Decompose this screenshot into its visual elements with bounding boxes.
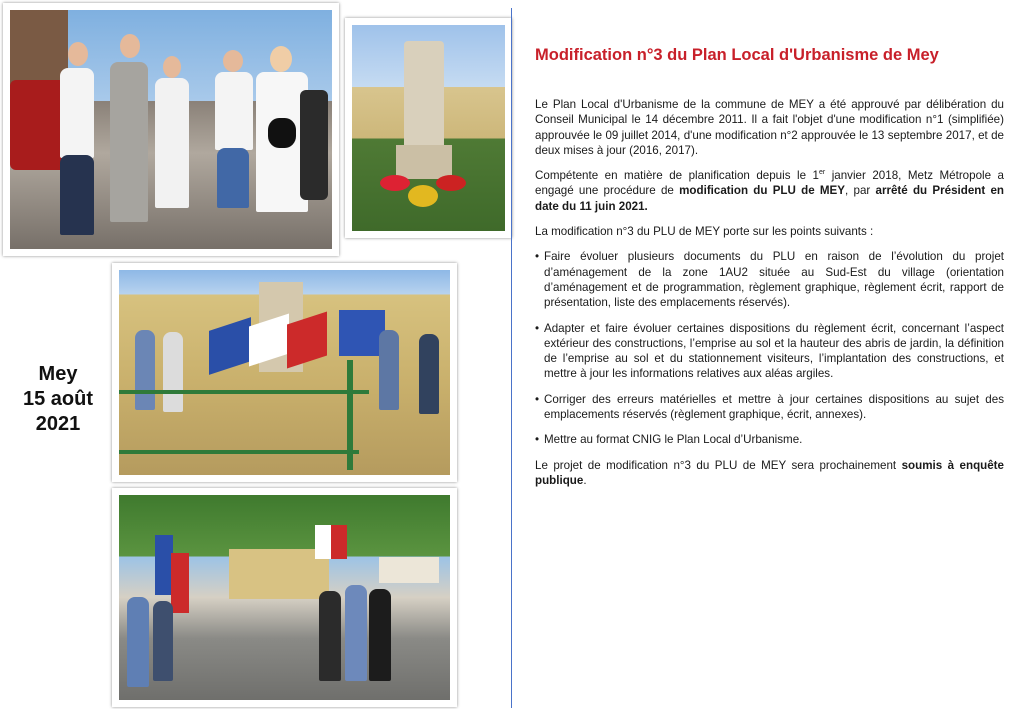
photo-officials-with-sashes [3, 3, 339, 256]
photo-flag-bearers-field [112, 263, 457, 482]
photo-memorial-image [352, 25, 505, 231]
list-item [535, 432, 1004, 447]
date-caption [10, 362, 106, 437]
photo-ceremony-village [112, 488, 457, 707]
procedure-bold-2: arrêté du Président en date du 11 juin 2021. [535, 184, 1004, 213]
article [535, 46, 1004, 498]
photo-ceremony-image [119, 495, 450, 700]
list-item [535, 392, 1004, 423]
points-list [535, 249, 1004, 447]
conclusion-text-b: . [583, 473, 587, 487]
caption-place: Mey [38, 363, 78, 385]
paragraph-conclusion [535, 458, 1004, 489]
bullet-icon: • [535, 250, 540, 264]
paragraph-approval: Le Plan Local d'Urbanisme de la commune de MEY a été approuvé par délibération du Conseil Municipal le 14 décembre 2011. Il a fait l'objet d'une modification n°1 (simplifiée) approuvée le 09 juillet 2014, d'une modification n°2 approuvée le 13 septembre 2017, et de deux mises à jour (2016, 2017). [535, 98, 1004, 157]
list-item [535, 321, 1004, 382]
procedure-sup: er [818, 169, 826, 177]
paragraph-points-intro: La modification n°3 du PLU de MEY porte sur les points suivants : [535, 225, 874, 239]
bullet-icon: • [535, 392, 540, 406]
bullet-icon: • [535, 321, 540, 335]
caption-date: 15 août [22, 388, 94, 410]
procedure-text-c: , par [845, 184, 876, 198]
paragraph-procedure [535, 168, 1004, 214]
list-item [535, 249, 1004, 310]
conclusion-text-a: Le projet de modification n°3 du PLU de MEY sera prochainement [535, 458, 902, 472]
list-item-text: Faire évoluer plusieurs documents du PLU en raison de l’évolution du projet d’aménagement de la zone 1AU2 située au Sud-Est du village (orientation d’aménagement et de programmation, règlement graphique, règlement écrit, rapport de présentation, liste des emplacements réservés). [544, 250, 1004, 310]
conclusion-bold: soumis à enquête publique [535, 458, 1004, 487]
caption-year: 2021 [35, 413, 81, 435]
article-title: Modification n°3 du Plan Local d'Urbanisme de Mey [535, 46, 939, 64]
procedure-bold-1: modification du PLU de MEY [679, 184, 846, 198]
list-item-text: Adapter et faire évoluer certaines dispositions du règlement écrit, concernant l’aspect extérieur des constructions, l’emprise au sol et la hauteur des abris de jardin, la définition de l’emprise au sol et du stationnement visiteurs, l’implantation des constructions, et mettre à jour les informations relatives aux aléas argiles. [544, 321, 1004, 381]
list-item-text: Corriger des erreurs matérielles et mettre à jour certaines dispositions au sujet des emplacements réservés (règlement graphique, écrit, annexes). [544, 392, 1004, 422]
list-item-text: Mettre au format CNIG le Plan Local d’Urbanisme. [544, 433, 803, 447]
procedure-text-b: janvier 2018, Metz Métropole a engagé une procédure de [535, 169, 1004, 198]
photo-war-memorial [345, 18, 512, 238]
photo-officials-image [10, 10, 332, 249]
bullet-icon: • [535, 433, 540, 447]
column-divider [511, 8, 512, 708]
procedure-text-a: Compétente en matière de planification depuis le 1 [535, 169, 819, 183]
photo-flag-bearers-image [119, 270, 450, 475]
